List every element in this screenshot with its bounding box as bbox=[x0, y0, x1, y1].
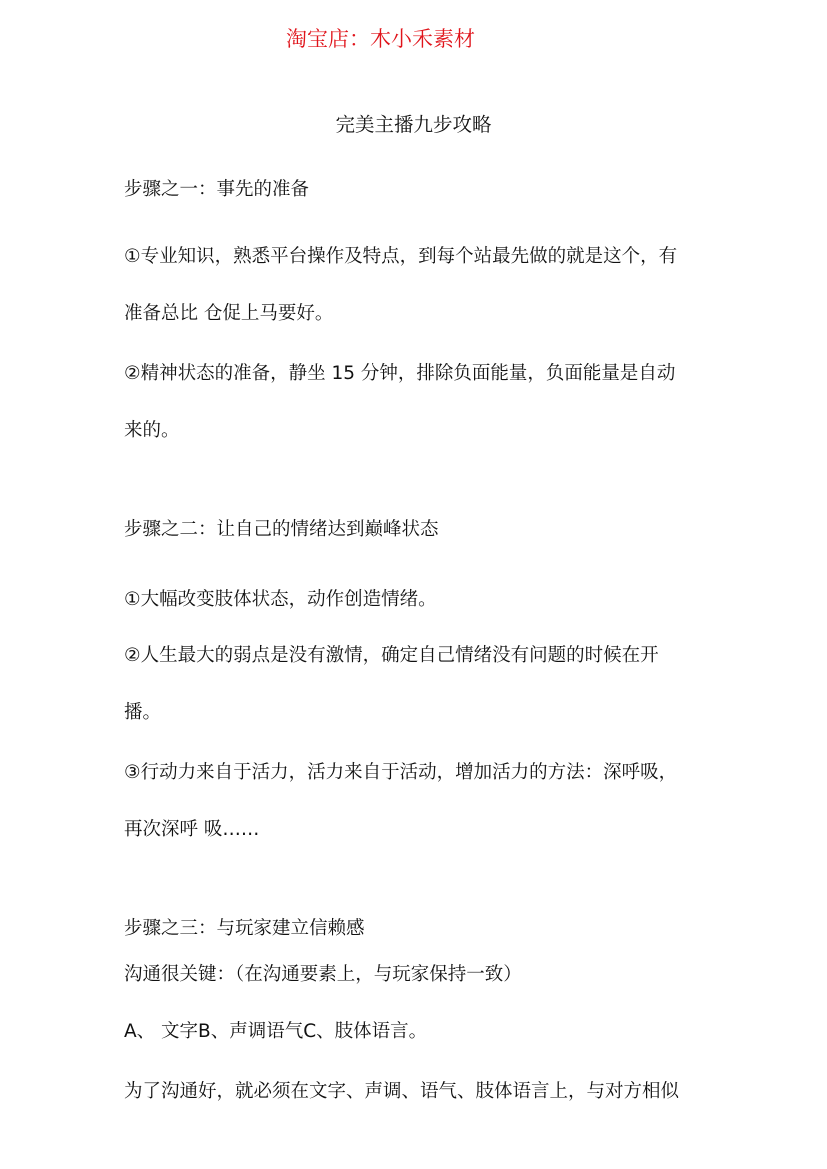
step2-paragraph-3-line-2: 再次深呼 吸…… bbox=[124, 819, 260, 840]
page-title: 完美主播九步攻略 bbox=[335, 113, 492, 136]
step2-paragraph-3-line-1: ③行动力来自于活力，活力来自于活动，增加活力的方法：深呼吸， bbox=[124, 762, 678, 783]
step3-paragraph-2: A、 文字B、声调语气C、肢体语言。 bbox=[124, 1021, 428, 1042]
step1-paragraph-2-line-2: 来的。 bbox=[124, 420, 180, 441]
step1-heading: 步骤之一：事先的准备 bbox=[124, 179, 310, 200]
step3-paragraph-3: 为了沟通好，就必须在文字、声调、语气、肢体语言上，与对方相似 bbox=[124, 1081, 680, 1102]
step3-heading: 步骤之三：与玩家建立信赖感 bbox=[124, 918, 365, 939]
step2-paragraph-1: ①大幅改变肢体状态，动作创造情绪。 bbox=[124, 589, 437, 610]
step3-paragraph-1: 沟通很关键：（在沟通要素上，与玩家保持一致） bbox=[124, 964, 522, 985]
step2-paragraph-2-line-2: 播。 bbox=[124, 702, 162, 723]
step1-paragraph-1-line-2: 准备总比 仓促上马要好。 bbox=[124, 303, 334, 324]
step2-paragraph-2-line-1: ②人生最大的弱点是没有激情，确定自己情绪没有问题的时候在开 bbox=[124, 645, 659, 666]
step1-paragraph-1-line-1: ①专业知识，熟悉平台操作及特点，到每个站最先做的就是这个，有 bbox=[124, 246, 678, 267]
step1-paragraph-2-line-1: ②精神状态的准备，静坐 15 分钟，排除负面能量，负面能量是自动 bbox=[124, 363, 676, 384]
step2-heading: 步骤之二：让自己的情绪达到巅峰状态 bbox=[124, 519, 439, 540]
shop-watermark: 淘宝店：木小禾素材 bbox=[286, 27, 475, 51]
